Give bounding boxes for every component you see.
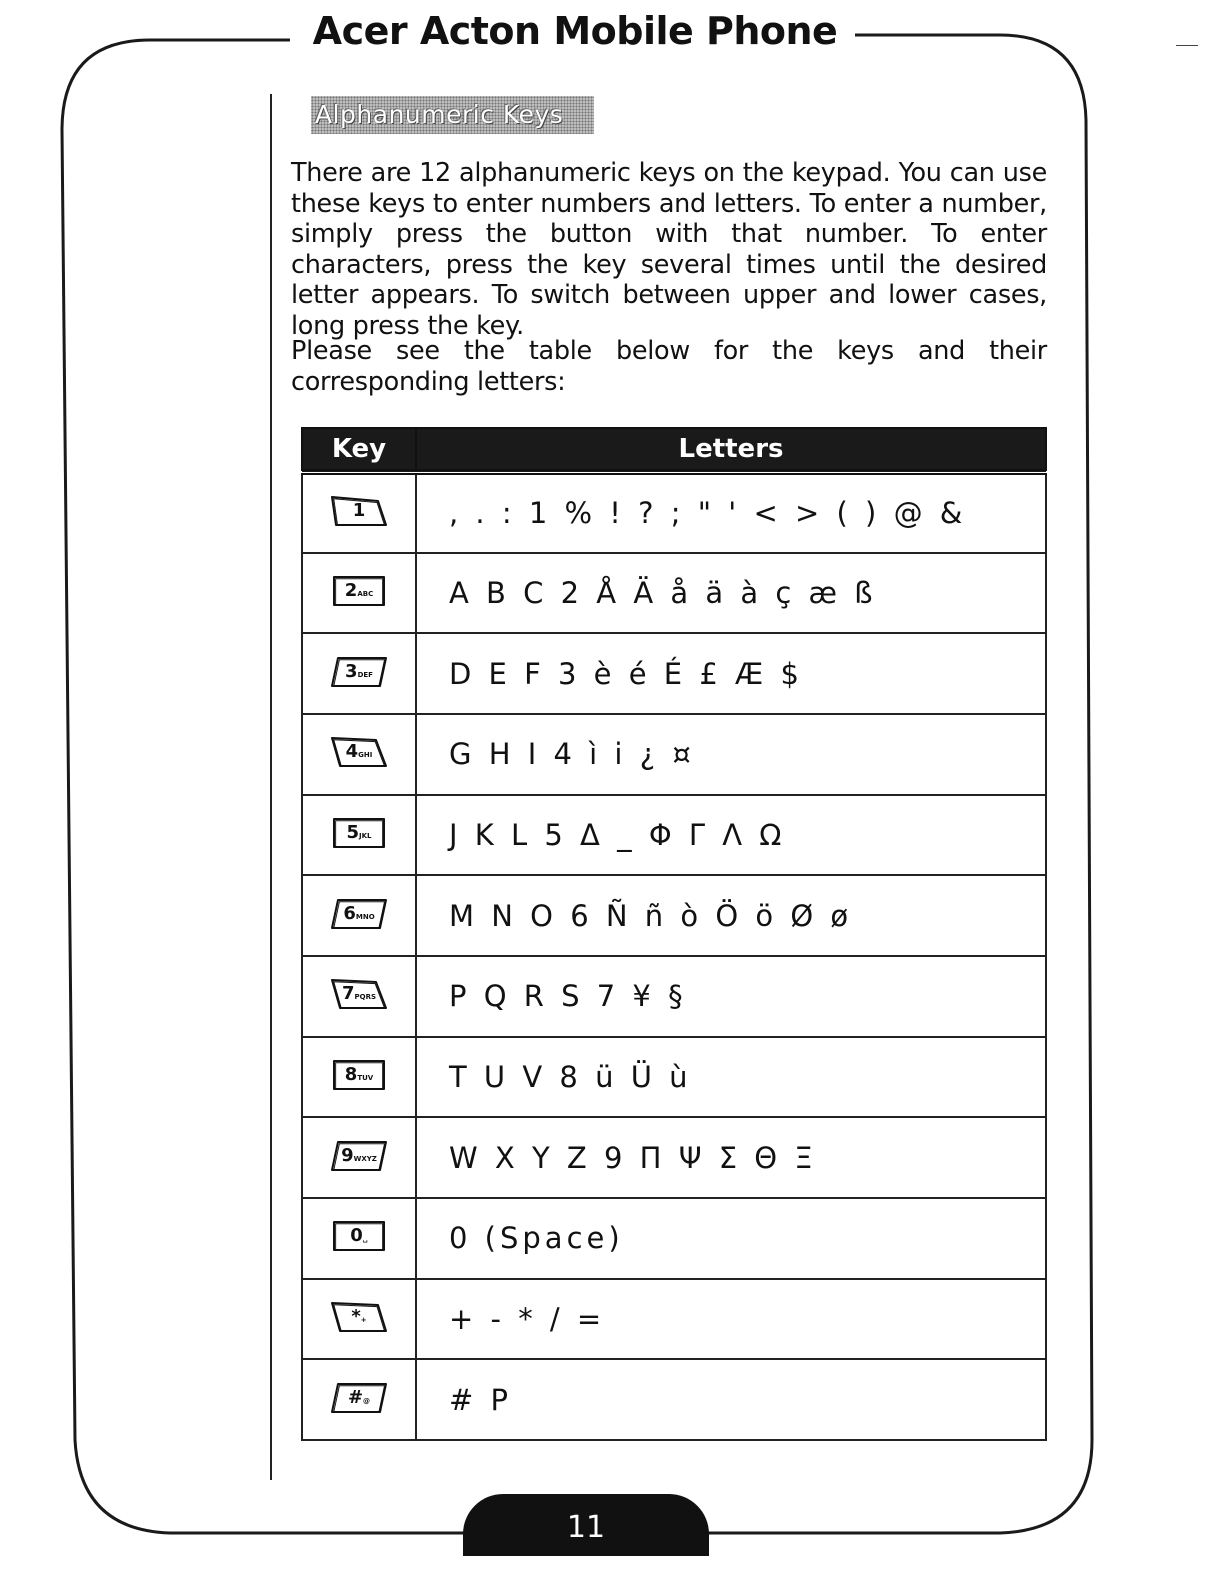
key-letters-sub: MNO xyxy=(355,912,375,921)
letters-cell: P Q R S 7 ¥ § xyxy=(416,956,1046,1037)
key-letters-sub: TUV xyxy=(357,1073,374,1082)
letters-cell: D E F 3 è é É £ Æ $ xyxy=(416,633,1046,714)
key-digit: 9 xyxy=(341,1144,354,1166)
letters-cell: J K L 5 Δ _ Φ Γ Λ Ω xyxy=(416,795,1046,876)
key-digit: 4 xyxy=(345,741,359,763)
column-header-letters: Letters xyxy=(416,428,1046,472)
key-cell xyxy=(302,1117,416,1198)
key-cell xyxy=(302,1359,416,1440)
key-8-icon xyxy=(328,1057,390,1093)
key-6-icon xyxy=(328,896,390,932)
key-star-icon xyxy=(328,1299,390,1335)
table-row xyxy=(302,633,1046,714)
table-row xyxy=(302,1359,1046,1440)
letters-cell: G H I 4 ì i ¿ ¤ xyxy=(416,714,1046,795)
key-letter-table xyxy=(301,427,1047,1441)
key-cell xyxy=(302,875,416,956)
table-row xyxy=(302,1198,1046,1279)
key-3-icon xyxy=(328,654,390,690)
key-digit: # xyxy=(347,1386,364,1408)
letters-cell: 0 (Space) xyxy=(416,1198,1046,1279)
key-cell xyxy=(302,1198,416,1279)
key-cell xyxy=(302,633,416,714)
key-letters-sub: JKL xyxy=(359,831,372,840)
key-letters-sub: + xyxy=(360,1315,367,1324)
key-7-icon xyxy=(328,976,390,1012)
table-header-row xyxy=(302,428,1046,472)
key-letters-sub: @ xyxy=(363,1396,371,1405)
left-margin-rule xyxy=(270,94,272,1480)
column-header-key: Key xyxy=(302,428,416,472)
intro-paragraph: There are 12 alphanumeric keys on the keypad. You can use these keys to enter numbers and letters. To enter a number, simply press the button with that number. To enter characters, press the key several times until the desired letter appears. To switch between upper and lower cases, long press the key. xyxy=(291,158,1047,341)
table-row xyxy=(302,875,1046,956)
key-cell xyxy=(302,714,416,795)
letters-cell: , . : 1 % ! ? ; " ' < > ( ) @ & xyxy=(416,472,1046,553)
table-row xyxy=(302,1117,1046,1198)
key-1-icon xyxy=(328,493,390,529)
letters-cell: T U V 8 ü Ü ù xyxy=(416,1037,1046,1118)
key-2-icon xyxy=(328,573,390,609)
table-row xyxy=(302,795,1046,876)
page-number: 11 xyxy=(566,1510,606,1545)
key-5-icon xyxy=(328,815,390,851)
key-letters-sub: WXYZ xyxy=(353,1154,377,1163)
key-letters-sub: ␣ xyxy=(362,1235,368,1244)
key-letters-sub: PQRS xyxy=(354,993,377,1002)
key-cell xyxy=(302,553,416,634)
table-row xyxy=(302,1037,1046,1118)
key-9-icon xyxy=(328,1138,390,1174)
key-digit: 8 xyxy=(344,1063,358,1085)
key-digit: 6 xyxy=(343,902,356,924)
key-0-icon xyxy=(328,1218,390,1254)
table-intro-paragraph: Please see the table below for the keys and their corresponding letters: xyxy=(291,336,1047,397)
table-row xyxy=(302,472,1046,553)
key-letters-sub: DEF xyxy=(357,670,373,679)
letters-cell: A B C 2 Å Ä å ä à ç æ ß xyxy=(416,553,1046,634)
key-digit: 7 xyxy=(341,983,355,1005)
table-row xyxy=(302,956,1046,1037)
key-digit: 2 xyxy=(344,579,358,601)
key-hash-icon xyxy=(328,1380,390,1416)
scan-mark xyxy=(1176,45,1198,46)
section-label: Alphanumeric Keys xyxy=(311,96,594,134)
key-digit: 5 xyxy=(346,821,360,843)
key-digit: 3 xyxy=(345,660,358,682)
key-cell xyxy=(302,1037,416,1118)
key-letters-sub: GHI xyxy=(358,751,373,760)
table-row xyxy=(302,714,1046,795)
document-title: Acer Acton Mobile Phone xyxy=(300,6,850,58)
key-digit: 1 xyxy=(352,500,366,522)
letters-cell: # P xyxy=(416,1359,1046,1440)
letters-cell: M N O 6 Ñ ñ ò Ö ö Ø ø xyxy=(416,875,1046,956)
key-digit: 0 xyxy=(350,1225,363,1247)
key-cell xyxy=(302,795,416,876)
key-cell xyxy=(302,956,416,1037)
table-row xyxy=(302,553,1046,634)
letters-cell: W X Y Z 9 Π Ψ Σ Θ Ξ xyxy=(416,1117,1046,1198)
key-cell xyxy=(302,472,416,553)
table-row xyxy=(302,1279,1046,1360)
key-digit: * xyxy=(351,1305,361,1327)
letters-cell: + - * / = xyxy=(416,1279,1046,1360)
key-4-icon xyxy=(328,734,390,770)
key-cell xyxy=(302,1279,416,1360)
key-letters-sub: ABC xyxy=(357,589,374,598)
